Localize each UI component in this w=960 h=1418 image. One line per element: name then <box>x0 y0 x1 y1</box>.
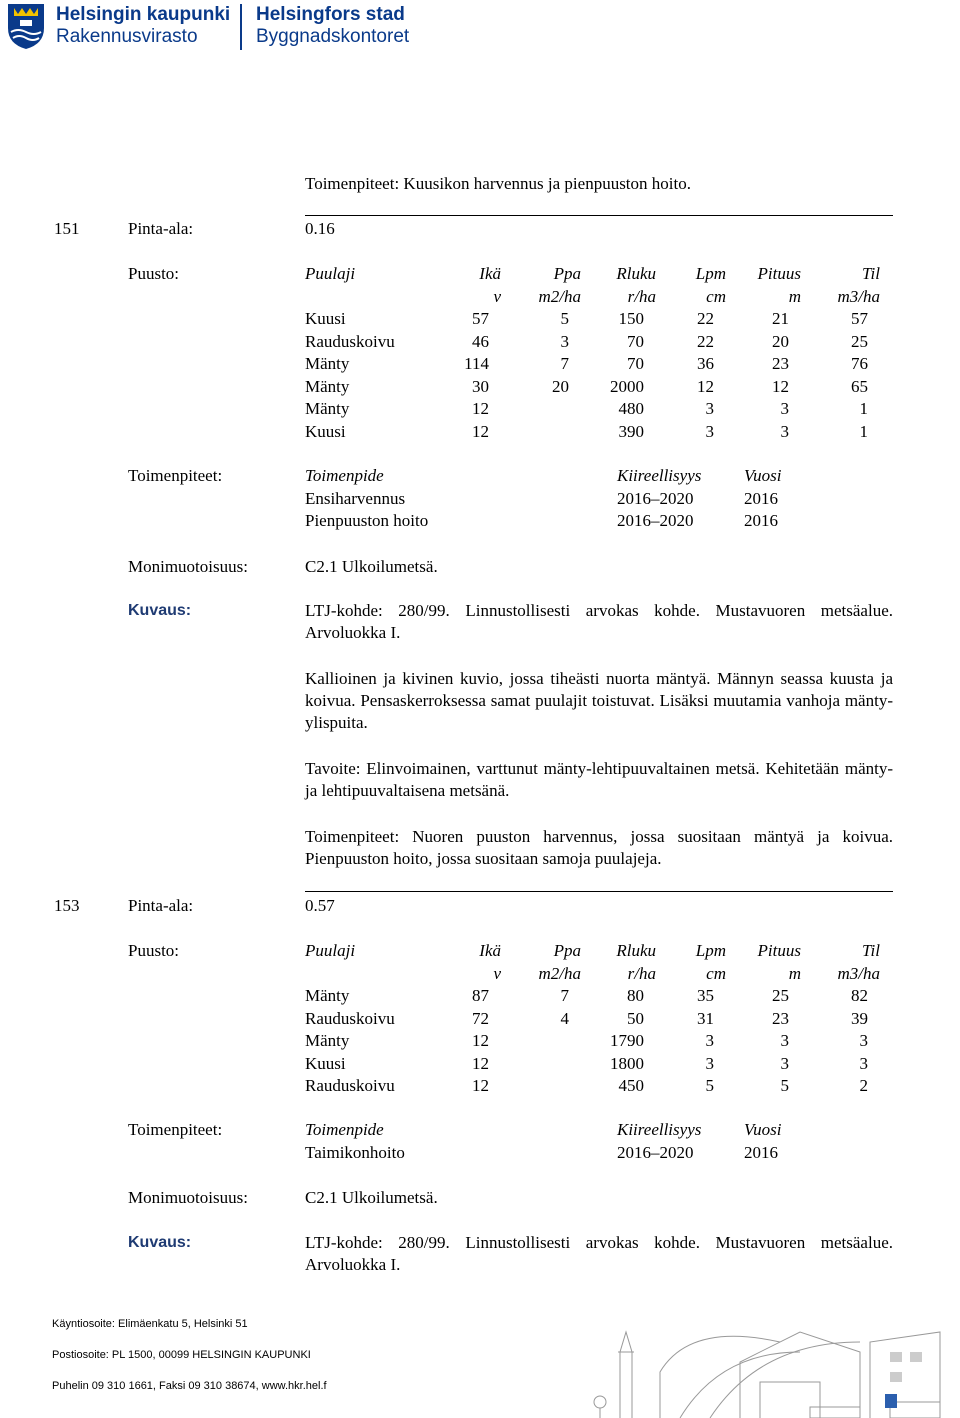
table-cell-species: Mänty <box>305 354 350 373</box>
kuvaus-text-151 <box>305 600 893 644</box>
table-cell-value: Til <box>862 941 880 960</box>
table-cell-value: 12 <box>472 1031 489 1050</box>
table-cell-value: 4 <box>560 1008 569 1028</box>
table-cell-species: Kuusi <box>305 1053 346 1073</box>
kuvaus-paragraph: LTJ-kohde: 280/99. Linnustollisesti arvokas kohde. Mustavuoren metsäalue. Arvoluokka I. <box>305 1233 893 1274</box>
kuvaus-text-153 <box>305 1232 893 1276</box>
table-cell-value: 1790 <box>610 1031 644 1050</box>
monimuotoisuus-label: Monimuotoisuus: <box>128 557 248 576</box>
section-divider-151 <box>305 215 893 216</box>
table-cell-value: 480 <box>618 399 644 418</box>
table-cell-value: 22 <box>697 331 714 351</box>
table-cell-value: v <box>493 963 501 983</box>
monimuotoisuus-label: Monimuotoisuus: <box>128 1188 248 1207</box>
table-cell-value: m2/ha <box>538 963 581 983</box>
table-cell-value: Pituus <box>757 264 801 283</box>
table-cell-value: 21 <box>772 309 789 328</box>
org-fi-line2: Rakennusvirasto <box>56 26 198 47</box>
org-sv-line2: Byggnadskontoret <box>256 26 410 47</box>
table-cell-value: 3 <box>705 399 714 418</box>
area-label: Pinta-ala: <box>128 219 194 238</box>
table-cell-species: Puulaji <box>305 941 356 960</box>
table-cell-value: m <box>788 963 801 983</box>
table-cell-value: 70 <box>627 331 644 351</box>
table-cell-value: m3/ha <box>837 286 880 306</box>
kuvaus-label: Kuvaus: <box>128 602 192 619</box>
kuvaus-description-151 <box>305 668 893 734</box>
table-cell-value: 72 <box>472 1008 489 1028</box>
table-cell-species: Mänty <box>305 399 350 418</box>
table-cell-value: 3 <box>780 1031 789 1050</box>
puusto-label: Puusto: <box>128 264 180 283</box>
tp-cell-measure: Taimikonhoito <box>305 1142 405 1162</box>
city-sketch-image <box>560 1312 960 1418</box>
table-cell-value: 2000 <box>610 376 644 396</box>
table-cell-value: 3 <box>705 421 714 441</box>
section-id: 151 <box>54 219 80 238</box>
table-cell-value: 25 <box>851 331 868 351</box>
monimuotoisuus-value: C2.1 Ulkoilumetsä. <box>305 1188 438 1207</box>
toimenpiteet-label: Toimenpiteet: <box>128 1120 223 1139</box>
table-cell-value: 1 <box>859 421 868 441</box>
table-cell-value: cm <box>706 963 726 983</box>
table-cell-value: m2/ha <box>538 286 581 306</box>
kuvaus-paragraph: LTJ-kohde: 280/99. Linnustollisesti arvokas kohde. Mustavuoren metsäalue. Arvoluokka I. <box>305 601 893 642</box>
table-cell-value: 57 <box>472 309 489 328</box>
table-cell-value: 31 <box>697 1008 714 1028</box>
table-cell-species: Mänty <box>305 376 350 396</box>
table-cell-species: Rauduskoivu <box>305 1008 395 1028</box>
table-cell-species: Mänty <box>305 986 350 1005</box>
table-cell-value: 12 <box>697 376 714 396</box>
table-cell-value: 65 <box>851 376 868 396</box>
table-cell-value: 3 <box>780 399 789 418</box>
table-cell-value: Ikä <box>479 264 501 283</box>
table-cell-value: 23 <box>772 354 789 373</box>
kuvaus-paragraph: Kallioinen ja kivinen kuvio, jossa tiheästi nuorta mäntyä. Männyn seassa kuusta ja koivua. Pensaskerroksessa samat puulajit toistuvat. Lisäksi muutamia vanhoja mänty-ylispuita. <box>305 669 893 732</box>
tp-cell-year: 2016 <box>744 488 778 508</box>
table-cell-value: Rluku <box>616 264 656 283</box>
table-cell-value: 20 <box>772 331 789 351</box>
tp-cell-year: Vuosi <box>744 1120 782 1139</box>
table-cell-value: 2 <box>859 1076 868 1095</box>
tp-cell-urgency: 2016–2020 <box>617 1142 694 1162</box>
table-cell-value: 3 <box>705 1031 714 1050</box>
table-cell-value: 39 <box>851 1008 868 1028</box>
helsinki-crest-logo <box>6 2 46 50</box>
table-cell-value: 3 <box>780 421 789 441</box>
table-cell-value: 80 <box>627 986 644 1005</box>
kuvaus-goal-151 <box>305 758 893 802</box>
table-cell-value: Til <box>862 264 880 283</box>
table-cell-species: Mänty <box>305 1031 350 1050</box>
footer-visit-address: Käyntiosoite: Elimäenkatu 5, Helsinki 51 <box>52 1318 248 1330</box>
table-cell-species: Rauduskoivu <box>305 1076 395 1095</box>
tp-cell-year: 2016 <box>744 1142 778 1162</box>
org-name-swedish <box>256 4 409 48</box>
org-name-finnish <box>56 4 230 48</box>
tp-cell-measure: Toimenpide <box>305 1120 384 1139</box>
kuvaus-paragraph: Tavoite: Elinvoimainen, varttunut mänty-lehtipuuvaltainen metsä. Kehitetään mänty- ja lehtipuuvaltaisena metsänä. <box>305 759 893 800</box>
table-cell-species: Kuusi <box>305 309 346 328</box>
table-cell-species: Puulaji <box>305 264 356 283</box>
toimenpiteet-label: Toimenpiteet: <box>128 466 223 485</box>
kuvaus-measures-151 <box>305 826 893 870</box>
table-cell-value: 12 <box>472 1076 489 1095</box>
monimuotoisuus-value: C2.1 Ulkoilumetsä. <box>305 557 438 576</box>
table-cell-value: Ppa <box>553 941 581 960</box>
table-cell-value: 70 <box>627 354 644 373</box>
table-cell-species: Kuusi <box>305 421 346 441</box>
org-fi-line1: Helsingin kaupunki <box>56 4 231 25</box>
table-cell-value: 150 <box>618 309 644 328</box>
table-cell-value: Lpm <box>695 264 726 283</box>
table-cell-value: 12 <box>472 399 489 418</box>
table-cell-value: 87 <box>472 986 489 1005</box>
footer-postal-address: Postiosoite: PL 1500, 00099 HELSINGIN KAUPUNKI <box>52 1349 311 1361</box>
table-cell-value: Ikä <box>479 941 501 960</box>
org-sv-line1: Helsingfors stad <box>256 4 405 25</box>
table-cell-value: 35 <box>697 986 714 1005</box>
table-cell-value: m3/ha <box>837 963 880 983</box>
table-cell-value: 12 <box>472 1053 489 1073</box>
table-cell-value: 20 <box>552 376 569 396</box>
table-cell-value: m <box>788 286 801 306</box>
tp-cell-urgency: Kiireellisyys <box>617 1120 702 1139</box>
tp-cell-measure: Pienpuuston hoito <box>305 511 429 530</box>
table-cell-value: r/ha <box>627 963 656 983</box>
table-cell-value: 22 <box>697 309 714 328</box>
table-cell-value: 12 <box>472 421 489 441</box>
tp-cell-urgency: 2016–2020 <box>617 488 694 508</box>
table-cell-value: 5 <box>780 1076 789 1095</box>
tp-cell-measure: Ensiharvennus <box>305 488 406 508</box>
table-cell-value: 30 <box>472 376 489 396</box>
table-cell-value: 23 <box>772 1008 789 1028</box>
table-cell-value: 7 <box>560 354 569 373</box>
table-cell-value: cm <box>706 286 726 306</box>
tp-cell-year: Vuosi <box>744 466 782 485</box>
table-cell-value: 3 <box>859 1031 868 1050</box>
table-cell-value: 46 <box>472 331 489 351</box>
table-cell-value: 3 <box>780 1053 789 1073</box>
footer-contact: Puhelin 09 310 1661, Faksi 09 310 38674, www.hkr.hel.f <box>52 1380 327 1392</box>
area-label: Pinta-ala: <box>128 896 194 915</box>
tp-cell-urgency: Kiireellisyys <box>617 466 702 485</box>
table-cell-value: 82 <box>851 986 868 1005</box>
table-cell-value: 12 <box>772 376 789 396</box>
table-cell-value: 5 <box>705 1076 714 1095</box>
previous-section-toimenpiteet: Toimenpiteet: Kuusikon harvennus ja pienpuuston hoito. <box>305 174 691 193</box>
header-divider <box>240 4 242 50</box>
table-cell-value: 3 <box>705 1053 714 1073</box>
tp-cell-measure: Toimenpide <box>305 466 384 485</box>
puusto-label: Puusto: <box>128 941 180 960</box>
section-divider-153 <box>305 891 893 892</box>
table-cell-value: Pituus <box>757 941 801 960</box>
table-cell-value: 50 <box>627 1008 644 1028</box>
table-cell-value: r/ha <box>627 286 656 306</box>
table-cell-value: 76 <box>851 354 868 373</box>
table-cell-value: 450 <box>618 1076 644 1095</box>
table-cell-value: Ppa <box>553 264 581 283</box>
table-cell-value: 114 <box>464 354 489 373</box>
table-cell-value: 57 <box>851 309 868 328</box>
table-cell-value: 390 <box>618 421 644 441</box>
tp-cell-urgency: 2016–2020 <box>617 511 694 530</box>
section-id: 153 <box>54 896 80 915</box>
table-cell-value: 36 <box>697 354 714 373</box>
tp-cell-year: 2016 <box>744 511 778 530</box>
area-value: 0.57 <box>305 896 335 915</box>
table-cell-value: 25 <box>772 986 789 1005</box>
table-cell-value: 3 <box>560 331 569 351</box>
table-cell-value: v <box>493 286 501 306</box>
table-cell-value: Lpm <box>695 941 726 960</box>
table-cell-value: 1800 <box>610 1053 644 1073</box>
table-cell-value: 5 <box>560 309 569 328</box>
area-value: 0.16 <box>305 219 335 238</box>
table-cell-value: 1 <box>859 399 868 418</box>
kuvaus-label: Kuvaus: <box>128 1234 192 1251</box>
table-cell-value: Rluku <box>616 941 656 960</box>
table-cell-value: 3 <box>859 1053 868 1073</box>
table-cell-value: 7 <box>560 986 569 1005</box>
table-cell-species: Rauduskoivu <box>305 331 395 351</box>
kuvaus-paragraph: Toimenpiteet: Nuoren puuston harvennus, jossa suositaan mäntyä ja koivua. Pienpuuston hoito, jossa suositaan samoja puulajeja. <box>305 827 893 868</box>
